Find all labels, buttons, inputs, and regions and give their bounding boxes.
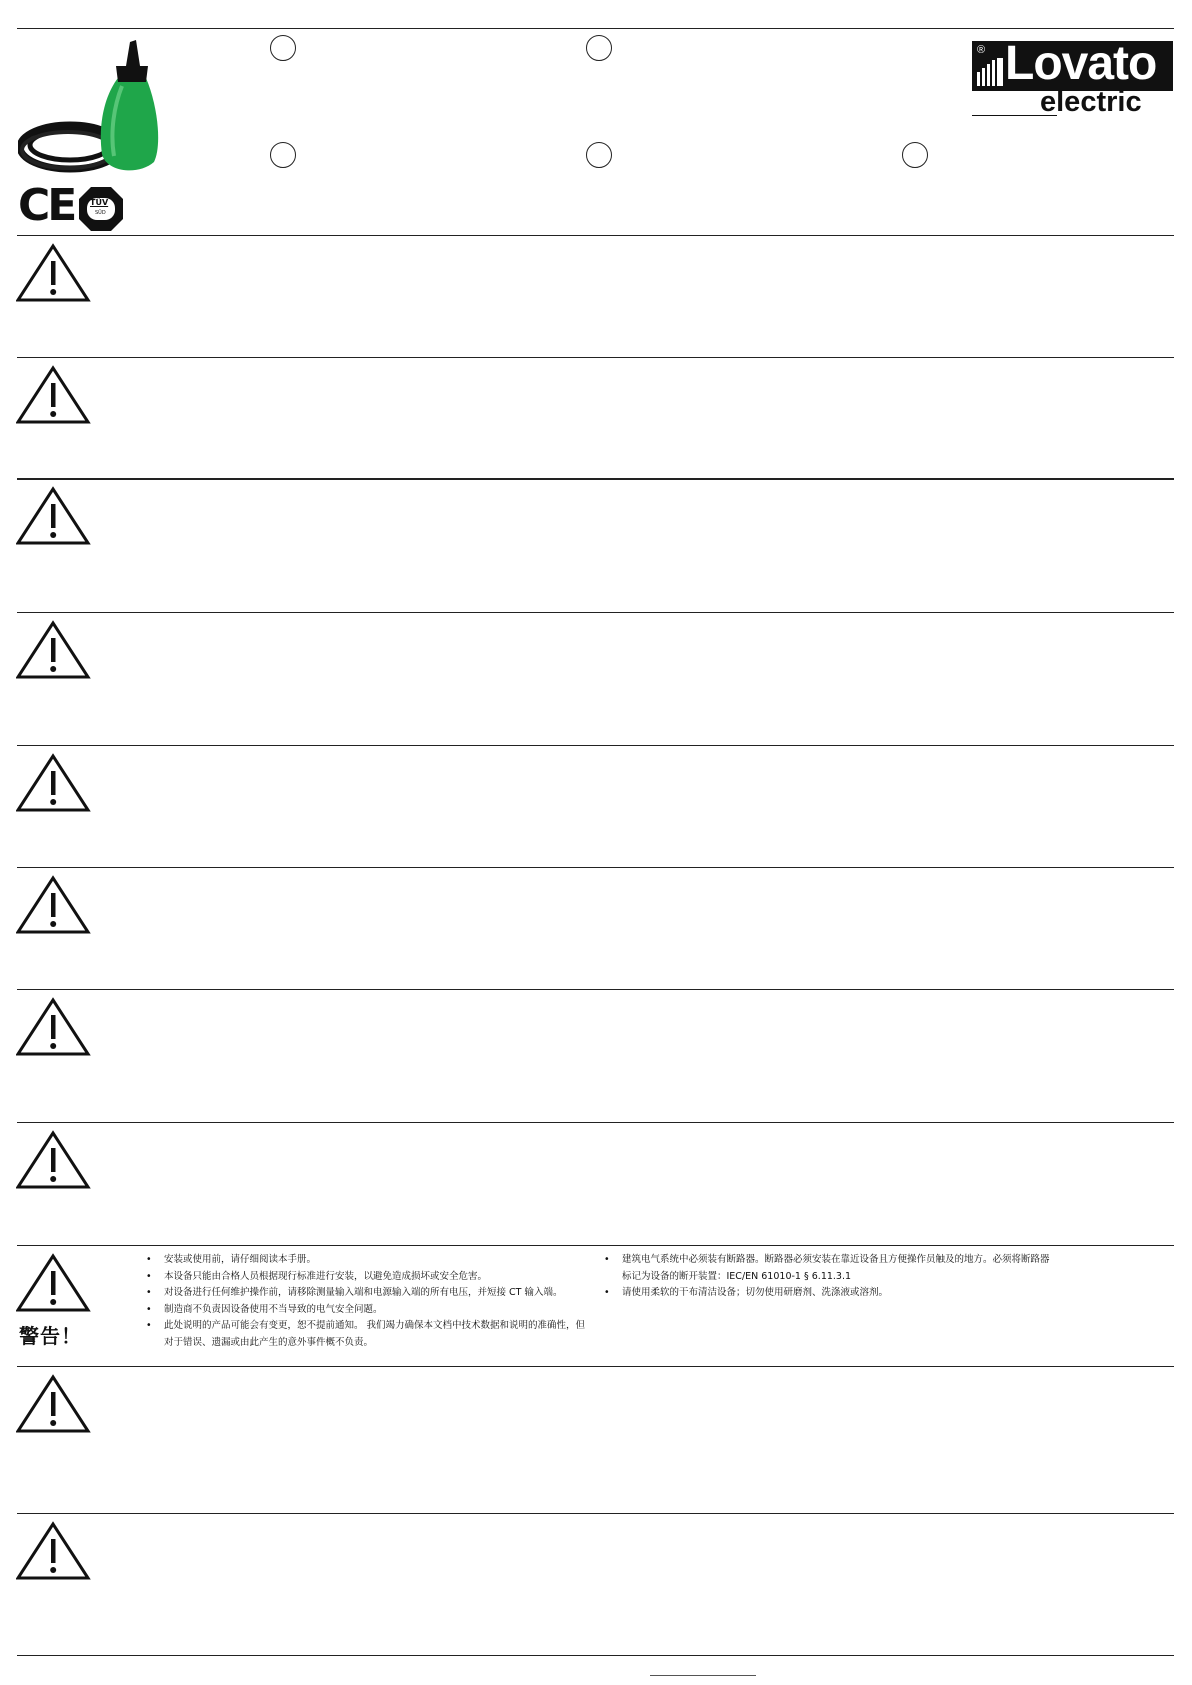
section-rule	[17, 1366, 1174, 1367]
logo-name: Lovato	[1005, 37, 1157, 90]
warning-icon	[16, 1521, 91, 1581]
language-circle-4	[586, 142, 612, 168]
tuv-mark-label: TÜV	[90, 198, 109, 207]
section-rule	[17, 989, 1174, 990]
ce-mark-icon: CE	[18, 180, 75, 231]
logo-underline	[972, 115, 1057, 116]
list-item: • 本设备只能由合格人员根据现行标准进行安装，以避免造成损坏或安全危害。	[146, 1270, 488, 1282]
section-rule	[17, 867, 1174, 868]
warning-icon	[16, 753, 91, 813]
tuv-mark-icon	[78, 186, 124, 232]
section-rule	[17, 235, 1174, 236]
section-rule	[17, 1513, 1174, 1514]
tuv-mark-sub: SÜD	[95, 210, 106, 216]
list-item: • 安装或使用前，请仔细阅读本手册。	[146, 1254, 317, 1265]
list-item: • 请使用柔软的干布清洁设备；切勿使用研磨剂、洗涤液或溶剂。	[604, 1287, 889, 1298]
list-item: • 制造商不负责因设备使用不当导致的电气安全问题。	[146, 1303, 383, 1315]
language-circle-1	[270, 35, 296, 61]
section-rule	[17, 1122, 1174, 1123]
warning-icon	[16, 1253, 91, 1313]
warning-icon	[16, 243, 91, 303]
warning-title-cn: 警告！	[19, 1324, 82, 1348]
warning-icon	[16, 997, 91, 1057]
warning-icon	[16, 875, 91, 935]
language-circle-2	[586, 35, 612, 61]
warning-icon	[16, 620, 91, 680]
section-rule	[17, 478, 1174, 480]
language-circle-3	[270, 142, 296, 168]
section-rule	[17, 1245, 1174, 1246]
warning-icon	[16, 1374, 91, 1434]
warning-icon	[16, 365, 91, 425]
section-rule	[17, 745, 1174, 746]
list-item: • 此处说明的产品可能会有变更，恕不提前通知。 我们竭力确保本文档中技术数据和说明的准确性，但 对于错误、遗漏或由此产生的意外事件概不负责。	[146, 1320, 586, 1348]
logo-registered: ®	[977, 44, 986, 56]
top-rule	[17, 28, 1174, 29]
list-item: • 建筑电气系统中必须装有断路器。断路器必须安装在靠近设备且方便操作员触及的地方。必须将断路器 标记为设备的断开装置：IEC/EN 61010-1 § 6.11.3.1	[604, 1254, 1050, 1282]
float-switch-image	[18, 36, 168, 181]
language-circle-5	[902, 142, 928, 168]
list-item: • 对设备进行任何维护操作前，请移除测量输入端和电源输入端的所有电压，并短接 CT 输入端。	[146, 1287, 563, 1298]
warning-icon	[16, 486, 91, 546]
warning-list-left	[146, 1252, 586, 1351]
warning-icon	[16, 1130, 91, 1190]
section-rule	[17, 1655, 1174, 1656]
footer-rule	[650, 1675, 756, 1676]
section-rule	[17, 357, 1174, 358]
section-rule	[17, 612, 1174, 613]
warning-list-right	[604, 1252, 1074, 1302]
logo-bars-icon	[977, 58, 1005, 86]
logo-subtitle: electric	[1040, 86, 1142, 118]
